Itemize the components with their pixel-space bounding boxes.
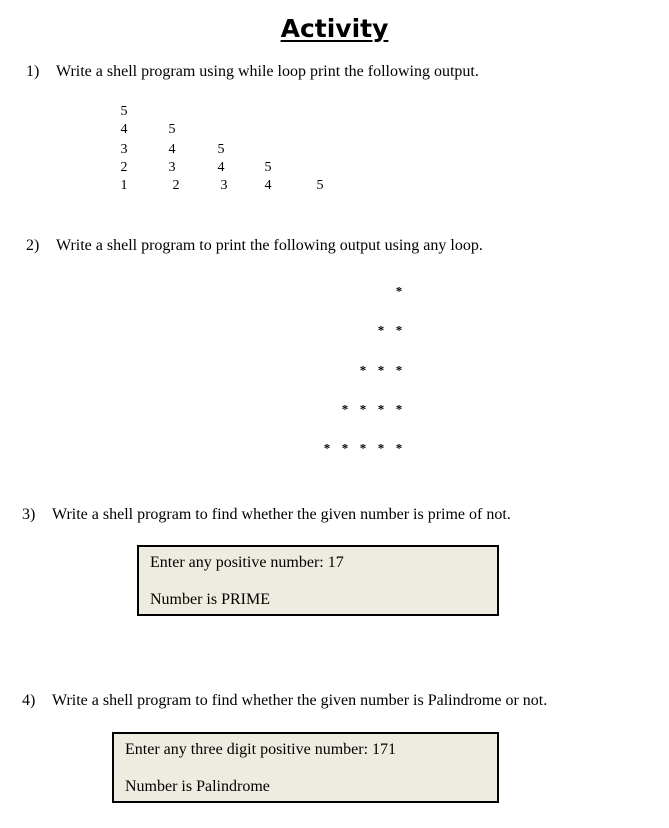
prime-output-line-2: Number is PRIME	[150, 591, 270, 608]
star-pattern-star: *	[359, 401, 367, 417]
star-pattern-star: *	[395, 401, 403, 417]
number-pattern-cell: 3	[120, 142, 128, 157]
number-pattern-cell: 5	[217, 142, 225, 157]
number-pattern-cell: 2	[172, 178, 180, 193]
star-pattern-star: *	[359, 362, 367, 378]
palindrome-output-line-2: Number is Palindrome	[125, 778, 270, 795]
question-3-number: 3)	[22, 506, 36, 523]
number-pattern-cell: 5	[168, 122, 176, 137]
star-pattern-star: *	[359, 440, 367, 456]
question-1-text: Write a shell program using while loop print the following output.	[56, 63, 479, 80]
star-pattern-star: *	[377, 440, 385, 456]
palindrome-output-line-1: Enter any three digit positive number: 171	[125, 741, 397, 758]
star-pattern-star: *	[377, 322, 385, 338]
number-pattern-cell: 4	[120, 122, 128, 137]
question-4-number: 4)	[22, 692, 36, 709]
number-pattern-cell: 5	[264, 160, 272, 175]
prime-output-box	[137, 545, 499, 616]
page-title: Activity	[280, 14, 389, 43]
star-pattern-star: *	[377, 401, 385, 417]
number-pattern-cell: 4	[264, 178, 272, 193]
star-pattern-star: *	[341, 401, 349, 417]
star-pattern-star: *	[323, 440, 331, 456]
star-pattern-star: *	[341, 440, 349, 456]
number-pattern-cell: 4	[168, 142, 176, 157]
question-3	[22, 506, 511, 524]
palindrome-output-box	[112, 732, 499, 803]
number-pattern-cell: 5	[120, 104, 128, 119]
number-pattern-cell: 5	[316, 178, 324, 193]
prime-output-line-1: Enter any positive number: 17	[150, 554, 344, 571]
star-pattern-star: *	[395, 440, 403, 456]
number-pattern-cell: 3	[220, 178, 228, 193]
star-pattern-star: *	[377, 362, 385, 378]
star-pattern-star: *	[395, 322, 403, 338]
number-pattern-cell: 1	[120, 178, 128, 193]
number-pattern-cell: 4	[217, 160, 225, 175]
star-pattern-star: *	[395, 362, 403, 378]
question-3-text: Write a shell program to find whether the given number is prime of not.	[52, 506, 511, 523]
number-pattern-cell: 2	[120, 160, 128, 175]
question-4	[22, 692, 547, 710]
question-2-number: 2)	[26, 237, 40, 254]
question-2-text: Write a shell program to print the following output using any loop.	[56, 237, 483, 254]
number-pattern-cell: 3	[168, 160, 176, 175]
star-pattern-star: *	[395, 283, 403, 299]
question-4-text: Write a shell program to find whether the given number is Palindrome or not.	[52, 692, 548, 709]
question-1-number: 1)	[26, 63, 40, 80]
